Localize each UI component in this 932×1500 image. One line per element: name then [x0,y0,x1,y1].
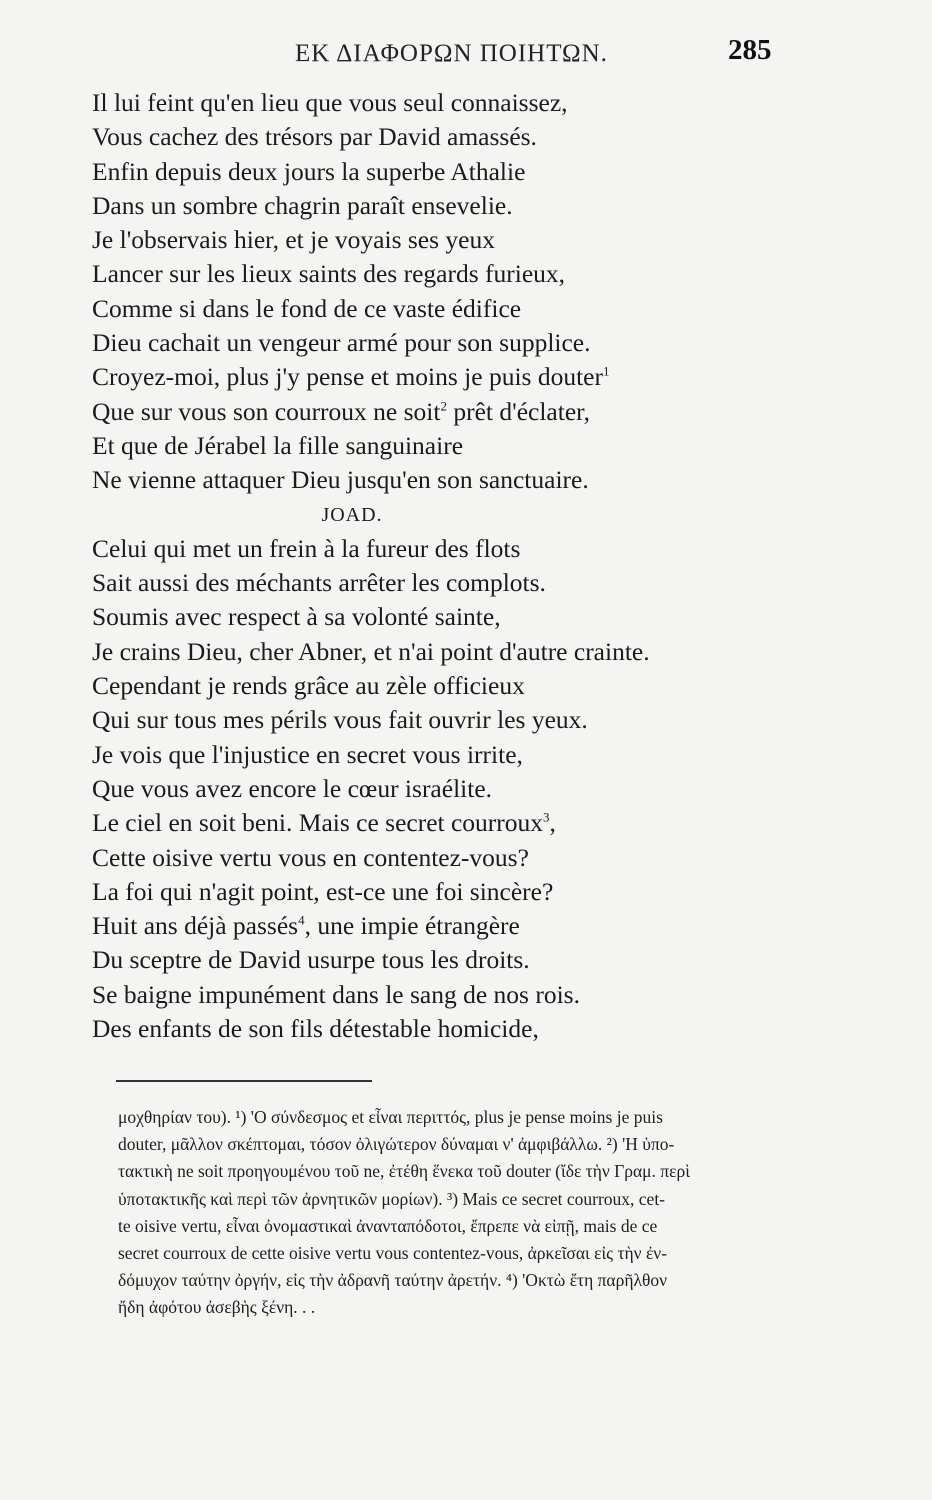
footnote-line: ὑποτακτικῆς καὶ περὶ τῶν ἀρνητικῶν μορίων). ³) Mais ce secret courroux, cet- [118,1188,666,1209]
running-head: ΕΚ ΔΙΑΦΟΡΩΝ ΠΟΙΗΤΩΝ. [295,40,608,67]
footnote-line: τακτικὴ ne soit προηγουμένου τοῦ ne, ἐτέθη ἕνεκα τοῦ douter (ἴδε τὴν Γραμ. περὶ [118,1161,690,1182]
verse-line: Que vous avez encore le cœur israélite. [92,773,493,803]
verse-line: Qui sur tous mes périls vous fait ouvrir les yeux. [92,705,588,735]
verse-text: , une impie étrangère [304,911,520,941]
verse-line: Celui qui met un frein à la fureur des flots [92,533,521,563]
verse-line [92,395,812,429]
verse-line: La foi qui n'agit point, est-ce une foi sincère? [92,876,554,906]
verse-line: Dans un sombre chagrin paraît ensevelie. [92,190,513,220]
footnote-marker: 1 [602,363,610,379]
footnote-marker: 4 [298,912,305,928]
page-header [0,34,932,74]
verse-text: Que sur vous son courroux ne soit [92,396,441,426]
footnote-line: ἤδη ἀφότου ἀσεβὴς ξένη. . . [118,1297,316,1318]
footnote-line: δόμυχον ταύτην ὀργήν, εἰς τὴν ἀδρανῆ ταύτην ἀρετήν. ⁴) 'Οκτὼ ἔτη παρῆλθον [118,1270,668,1291]
verse-line [92,806,812,840]
footnote-line: μοχθηρίαν του). ¹) 'Ο σύνδεσμος et εἶναι περιττός, plus je pense moins je puis [118,1107,663,1127]
verse-line: Sait aussi des méchants arrêter les complots. [92,568,546,598]
footnote-line: secret courroux de cette oisive vertu vous contentez-vous, ἀρκεῖσαι εἰς τὴν ἐν- [118,1242,668,1263]
verse-line: Cependant je rends grâce au zèle officieux [92,671,525,701]
footnote-marker: 2 [440,398,447,414]
speaker-name: JOAD. [321,503,383,526]
verse-text: Croyez-moi, plus j'y pense et moins je puis douter [92,362,603,392]
footnote-marker: 3 [543,809,550,825]
footnote-line: douter, μᾶλλον σκέπτομαι, τόσον ὀλιγώτερον δύναμαι ν' ἀμφιβάλλω. ²) 'Η ὑπο- [118,1134,675,1155]
footnote-rule [116,1080,372,1082]
verse-text: , [549,808,556,838]
verse-line: Se baigne impunément dans le sang de nos rois. [92,979,580,1009]
verse-line: Je l'observais hier, et je voyais ses yeux [92,225,495,255]
verse-line: Comme si dans le fond de ce vaste édifice [92,293,522,323]
verse-line: Soumis avec respect à sa volonté sainte, [92,602,501,632]
verse-line: Ne vienne attaquer Dieu jusqu'en son sanctuaire. [92,465,589,495]
verse-line: Je vois que l'injustice en secret vous irrite, [92,739,523,769]
verse-text: Huit ans déjà passés [92,911,299,941]
verse-line: Dieu cachait un vengeur armé pour son supplice. [92,328,591,358]
footnote-line: te oisive vertu, εἶναι ὀνομαστικαὶ ἀνανταπόδοτοι, ἔπρεπε νὰ εἰπῇ, mais de ce [118,1215,658,1236]
verse-line: Du sceptre de David usurpe tous les droits. [92,945,530,975]
verse-line [92,909,812,943]
verse-line: Lancer sur les lieux saints des regards furieux, [92,259,566,289]
verse-text: prêt d'éclater, [446,396,590,426]
page-number: 285 [728,34,772,66]
verse-line: Je crains Dieu, cher Abner, et n'ai point d'autre crainte. [92,636,650,666]
verse-line: Cette oisive vertu vous en contentez-vous? [92,842,529,872]
verse-line: Et que de Jérabel la fille sanguinaire [92,430,464,460]
verse-line [92,360,812,394]
verse-line: Des enfants de son fils détestable homicide, [92,1014,539,1044]
verse-line: Enfin depuis deux jours la superbe Athalie [92,156,526,186]
verse-text: Le ciel en soit beni. Mais ce secret courroux [92,808,544,838]
verse-line: Il lui feint qu'en lieu que vous seul connaissez, [92,88,568,117]
verse-block [92,86,812,1046]
verse-line: Vous cachez des trésors par David amassés. [92,122,537,152]
footnotes-block [118,1104,820,1322]
